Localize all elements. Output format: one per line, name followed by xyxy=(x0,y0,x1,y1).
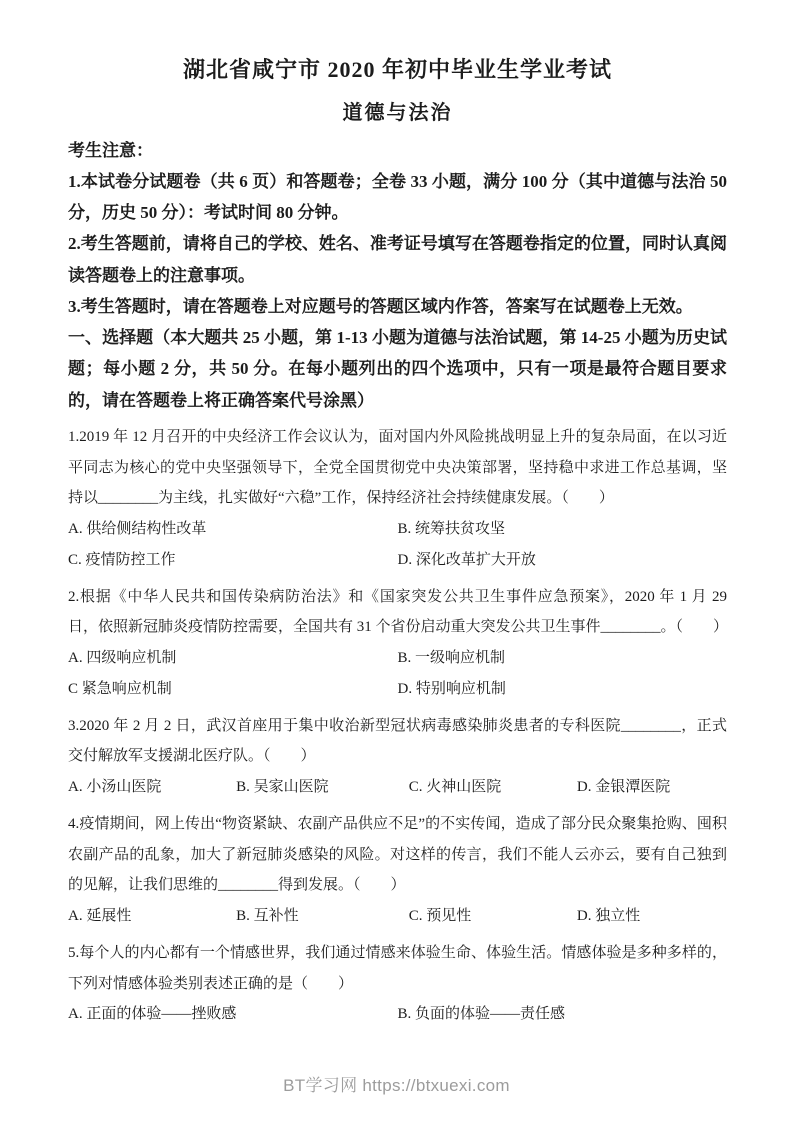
question-5-options xyxy=(68,999,727,1030)
question-2-option-c: C 紧急响应机制 xyxy=(68,680,172,697)
page-subtitle: 道德与法治 xyxy=(342,101,453,124)
section-heading-choice-questions: 一、选择题（本大题共 25 小题，第 1-13 小题为道德与法治试题，第 14-25 小题为历史试题；每小题 2 分，共 50 分。在每小题列出的四个选项中，只有一项是最符合题目要求的，请在答题卷上将正确答案代号涂黑） xyxy=(68,328,727,410)
notice-item-3: 3.考生答题时，请在答题卷上对应题号的答题区域内作答，答案写在试题卷上无效。 xyxy=(68,296,693,316)
question-1-option-c: C. 疫情防控工作 xyxy=(68,551,176,568)
question-4-stem: 4.疫情期间，网上传出“物资紧缺、农副产品供应不足”的不实传闻，造成了部分民众聚集抢购、囤积农副产品的乱象，加大了新冠肺炎感染的风险。对这样的传言，我们不能人云亦云，要有自己独到的见解，让我们思维的________得到发展。（ ） xyxy=(68,815,727,894)
question-1-options xyxy=(68,514,727,576)
question-2-option-b: B. 一级响应机制 xyxy=(397,650,506,667)
watermark-text: BT学习网 https://btxuexi.com xyxy=(283,1076,510,1095)
question-1-option-d: D. 深化改革扩大开放 xyxy=(397,551,536,568)
question-4-option-b: B. 互补性 xyxy=(236,908,299,925)
question-3-option-b: B. 吴家山医院 xyxy=(236,779,329,796)
question-5-stem: 5.每个人的内心都有一个情感世界，我们通过情感来体验生命、体验生活。情感体验是多种多样的，下列对情感体验类别表述正确的是（ ） xyxy=(68,944,727,992)
question-2-options xyxy=(68,643,727,705)
question-1-option-a: A. 供给侧结构性改革 xyxy=(68,521,207,538)
question-4-options xyxy=(68,901,727,932)
question-3-option-d: D. 金银潭医院 xyxy=(576,779,671,796)
question-4-option-d: D. 独立性 xyxy=(576,908,641,925)
notice-heading: 考生注意： xyxy=(68,140,153,160)
question-5-option-b: B. 负面的体验——责任感 xyxy=(397,1006,566,1023)
question-4 xyxy=(68,809,727,932)
question-4-option-a: A. 延展性 xyxy=(68,908,132,925)
question-2-stem: 2.根据《中华人民共和国传染病防治法》和《国家突发公共卫生事件应急预案》，2020 年 1 月 29 日，依照新冠肺炎疫情防控需要，全国共有 31 个省份启动重大突发公共卫生事件________。（ ） xyxy=(68,588,729,636)
question-1 xyxy=(68,422,727,576)
question-5 xyxy=(68,938,727,1030)
question-3-option-c: C. 火神山医院 xyxy=(408,779,502,796)
question-1-option-b: B. 统筹扶贫攻坚 xyxy=(397,521,506,538)
question-3 xyxy=(68,711,727,803)
question-3-option-a: A. 小汤山医院 xyxy=(68,779,162,796)
question-3-options xyxy=(68,772,727,803)
notice-item-2: 2.考生答题前，请将自己的学校、姓名、准考证号填写在答题卷指定的位置，同时认真阅读答题卷上的注意事项。 xyxy=(68,234,727,285)
notice-item-1: 1.本试卷分试题卷（共 6 页）和答题卷；全卷 33 小题，满分 100 分（其中道德与法治 50 分，历史 50 分）：考试时间 80 分钟。 xyxy=(68,171,727,223)
question-2 xyxy=(68,582,727,705)
page-title: 湖北省咸宁市 2020 年初中毕业生学业考试 xyxy=(182,57,612,82)
question-4-option-c: C. 预见性 xyxy=(408,908,472,925)
question-2-option-d: D. 特别响应机制 xyxy=(397,680,506,697)
question-3-stem: 3.2020 年 2 月 2 日，武汉首座用于集中收治新型冠状病毒感染肺炎患者的专科医院________，正式交付解放军支援湖北医疗队。（ ） xyxy=(68,717,727,765)
question-1-stem: 1.2019 年 12 月召开的中央经济工作会议认为，面对国内外风险挑战明显上升的复杂局面，在以习近平同志为核心的党中央坚强领导下，全党全国贯彻党中央决策部署，坚持稳中求进工作总基调，坚持以________为主线，扎实做好“六稳”工作，保持经济社会持续健康发展。（ ） xyxy=(68,428,727,507)
question-2-option-a: A. 四级响应机制 xyxy=(68,650,177,667)
question-5-option-a: A. 正面的体验——挫败感 xyxy=(68,1006,237,1023)
